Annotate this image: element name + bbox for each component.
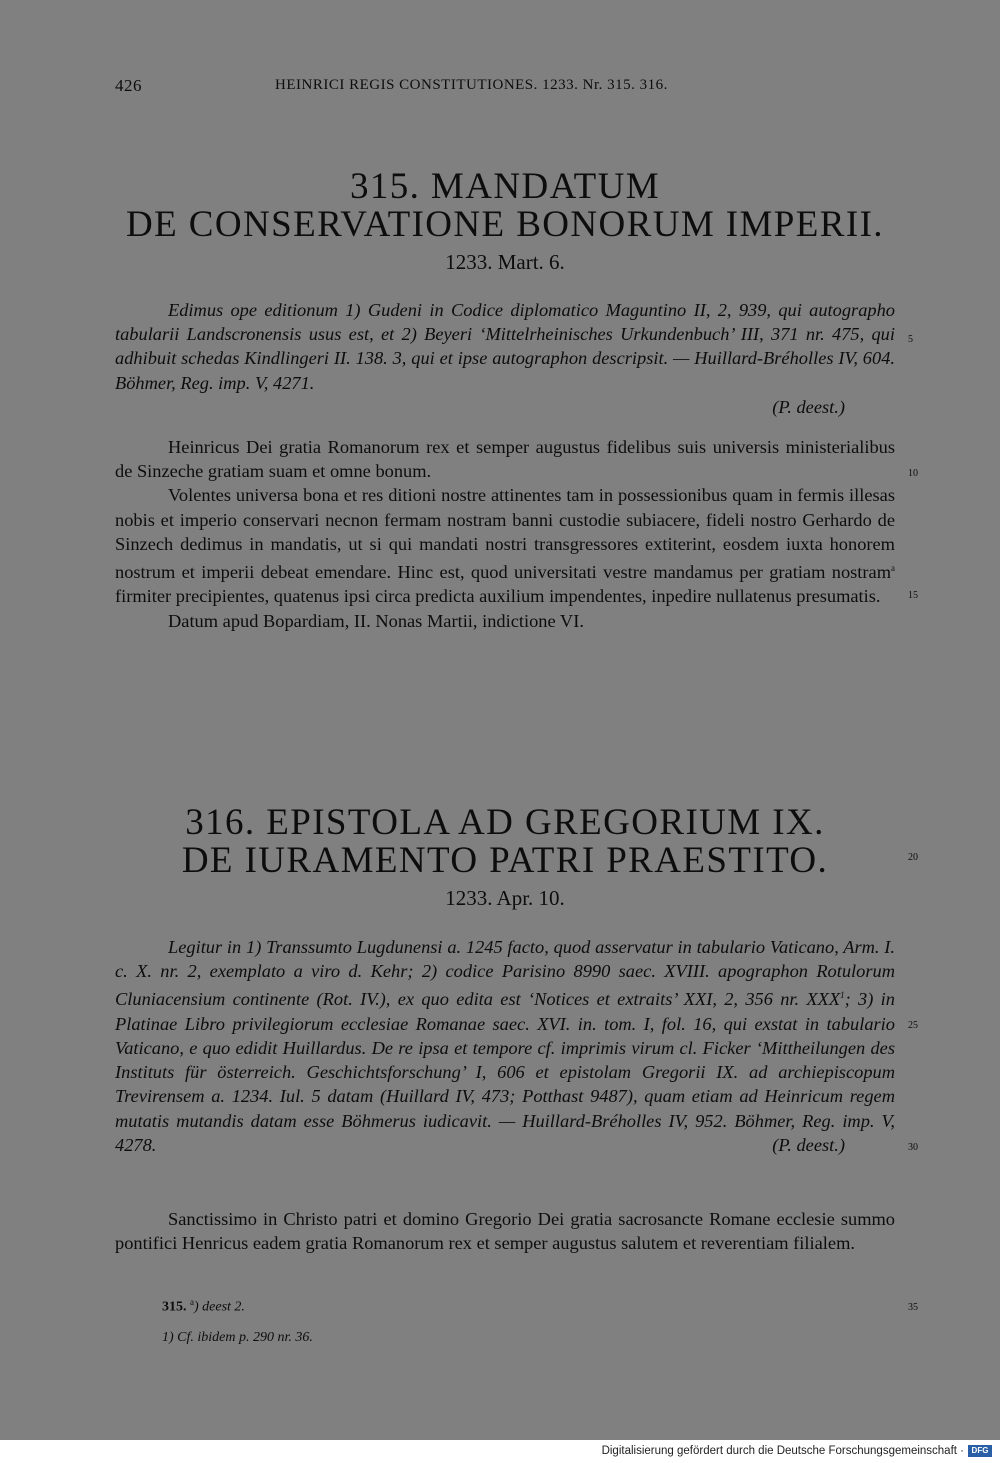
page-number: 426 (115, 76, 142, 95)
footnote-1-text: 1) Cf. ibidem p. 290 nr. 36. (162, 1330, 313, 1345)
doc315-title-line1: 315. MANDATUM (349, 166, 661, 207)
doc316-heading (110, 804, 900, 911)
doc316-footnote-mark: 1 (840, 990, 845, 1001)
footer-bar (0, 1440, 1000, 1463)
doc315-body (115, 435, 895, 633)
line-number: 35 (908, 1302, 918, 1313)
doc315-intro-signature: (P. deest.) (772, 396, 845, 417)
doc315-intro-text: Edimus ope editionum 1) Gudeni in Codice diplomatico Maguntino II, 2, 939, qui autographo tabularii Landscronensis usus est, et 2) Beyeri ‘Mittelrheinisches Urkundenbuch’ III, 371 nr. 475, qui adhibuit schedas Kindlingeri II. 138. 3, qui et ipse autographon descripsit. — Huillard-Bréholles IV, 604. Böhmer, Reg. imp. V, 4271. (115, 300, 895, 393)
doc315-title-line2: DE CONSERVATIONE BONORUM IMPERII. (126, 204, 884, 245)
line-number: 10 (908, 468, 918, 479)
doc315-date: 1233. Mart. 6. (445, 250, 565, 274)
dfg-logo-icon: DFG (968, 1445, 992, 1457)
doc315-para1: Heinricus Dei gratia Romanorum rex et semper augustus fidelibus suis universis ministerialibus de Sinzeche gratiam suam et omne bonum. (115, 437, 895, 482)
doc316-para1: Sanctissimo in Christo patri et domino Gregorio Dei gratia sacrosancte Romane ecclesie summo pontifici Henricus eadem gratia Romanorum rex et semper augustus salutem et reverentiam filialem. (115, 1209, 895, 1254)
section-divider (400, 730, 550, 731)
doc316-intro (115, 935, 895, 1157)
footnote-315-mark: a (190, 1297, 194, 1307)
doc316-intro-text (115, 935, 895, 1157)
doc316-intro-a: Legitur in 1) Transsumto Lugdunensi a. 1245 facto, quod asservatur in tabulario Vaticano, Arm. I. c. X. nr. 2, exemplato a viro d. Kehr; 2) codice Parisino 8990 saec. XVIII. apographon Rotulorum Cluniacensium continente (Rot. IV.), ex quo edita est ‘Notices et extraits’ XXI, 2, 356 nr. XXX (115, 937, 895, 1010)
line-number: 30 (908, 1142, 918, 1153)
footnote-315-text: ) deest 2. (194, 1299, 245, 1315)
doc315-para2-text: Volentes universa bona et res ditioni nostre attinentes tam in possessionibus quam in fermis illesas nobis et imperio conservari necnon fermam nostram banni custodie subiacere, fideli nostro Gerhardo de Sinzech dedimus in mandatis, ut si qui mandati nostri transgressores extiterint, eosdem iuxta honorem nostrum et imperii debeat emendare. Hinc est, quod universitati vestre mandamus per gratiam nostram (115, 485, 895, 583)
running-title: HEINRICI REGIS CONSTITUTIONES. 1233. Nr. 315. 316. (275, 77, 668, 93)
doc315-para2-end: firmiter precipientes, quatenus ipsi circa predicta auxilium impendentes, inpedire nullatenus presumatis. (115, 586, 881, 607)
footnote-315 (162, 1297, 245, 1316)
footer-credit: Digitalisierung gefördert durch die Deutsche Forschungsgemeinschaft · (601, 1445, 964, 1457)
doc315-para3: Datum apud Bopardiam, II. Nonas Martii, indictione VI. (168, 610, 584, 631)
doc316-title-line1: 316. EPISTOLA AD GREGORIUM IX. (185, 802, 825, 843)
doc315-intro (115, 298, 895, 419)
line-number: 20 (908, 852, 918, 863)
doc316-intro-b: ; 3) in Platinae Libro privilegiorum ecclesiae Romanae saec. XVI. in. tom. I, fol. 16, qui exstat in tabulario Vaticano, e quo edidit Huillardus. De re ipsa et tempore cf. imprimis virum cl. Ficker ‘Mittheilungen des Instituts für österreich. Geschichtsforschung’ I, 606 et epistolam Gregorii IX. ad archiepiscopum Trevirensem a. 1234. Iul. 5 datam (Huillard IV, 473; Potthast 9487), quam etiam ad Heinricum regem mutatis mutandis datam esse Böhmerus iudicavit. — Huillard-Bréholles IV, 952. Böhmer, Reg. imp. V, 4278. (115, 989, 895, 1155)
line-number: 15 (908, 590, 918, 601)
doc316-body (115, 1207, 895, 1255)
footnote-315-number: 315. (162, 1299, 187, 1315)
doc316-title-line2: DE IURAMENTO PATRI PRAESTITO. (181, 840, 829, 881)
doc316-date: 1233. Apr. 10. (445, 886, 565, 910)
doc315-footnote-mark: a (891, 563, 895, 574)
line-number: 5 (908, 334, 913, 345)
doc315-para2 (115, 483, 895, 608)
doc316-intro-signature: (P. deest.) (772, 1134, 845, 1155)
footnote-1 (162, 1330, 313, 1346)
line-number: 25 (908, 1020, 918, 1031)
doc315-heading (110, 168, 900, 275)
